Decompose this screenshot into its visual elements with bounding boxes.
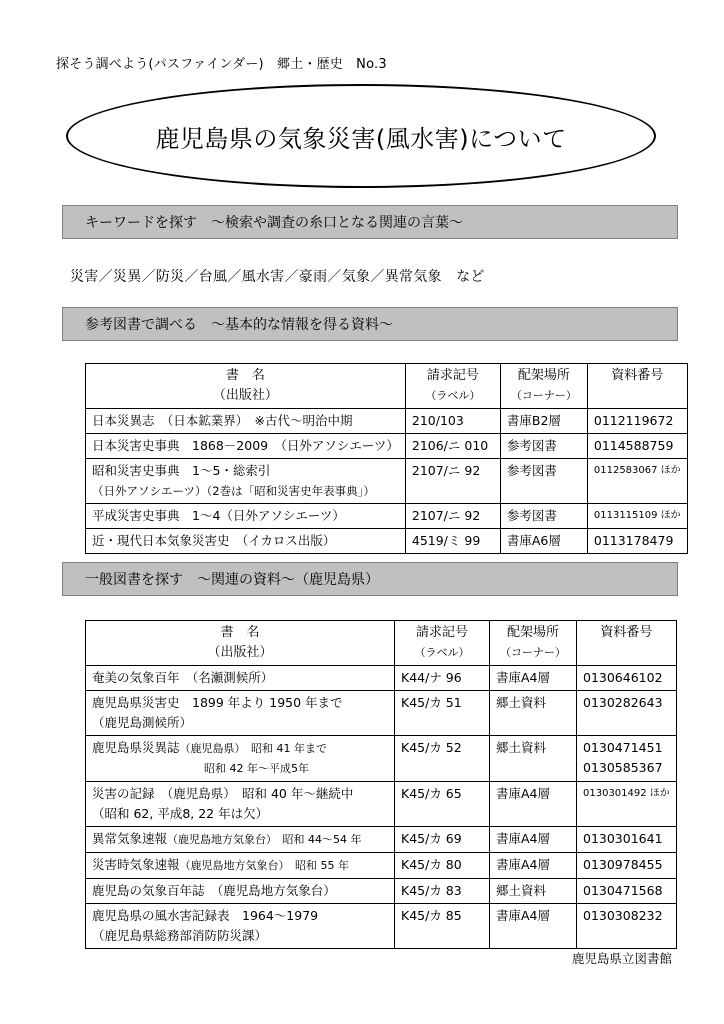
header-location: 配架場所 （コーナー） [500, 364, 587, 409]
table-row: 鹿児島県の風水害記録表 1964～1979 （鹿児島県総務部消防防災課） K45/カ 85 書庫A4層 0130308232 [86, 904, 677, 949]
table-row: 平成災害史事典 1～4（日外アソシエーツ） 2107/ニ 92 参考図書 0113115109 ほか [86, 504, 688, 529]
table-row: 日本災害史事典 1868－2009 （日外アソシエーツ） 2106/ニ 010 参考図書 0114588759 [86, 434, 688, 459]
table-header-row [86, 621, 677, 666]
page-header: 探そう調べよう(パスファインダー) 郷土・歴史 No.3 [56, 57, 387, 72]
reference-table [85, 363, 688, 554]
header-title: 書 名 （出版社） [86, 621, 395, 666]
table-row: 鹿児島県災害史 1899 年より 1950 年まで （鹿児島測候所） K45/カ 51 郷土資料 0130282643 [86, 691, 677, 736]
keywords-text: 災害／災異／防災／台風／風水害／豪雨／気象／異常気象 など [70, 269, 485, 285]
header-number: 資料番号 [577, 621, 677, 666]
table-row: 災害の記録 （鹿児島県） 昭和 40 年～継続中 （昭和 62, 平成8, 22 年は欠） K45/カ 65 書庫A4層 0130301492 ほか [86, 782, 677, 827]
table-row: 奄美の気象百年 （名瀬測候所） K44/ナ 96 書庫A4層 0130646102 [86, 666, 677, 691]
header-location: 配架場所 （コーナー） [490, 621, 577, 666]
header-call: 請求記号 （ラベル） [395, 621, 490, 666]
table-row: 鹿児島県災異誌（鹿児島県） 昭和 41 年まで 昭和 42 年～平成5年 K45/カ 52 郷土資料 0130471451 0130585367 [86, 736, 677, 782]
page-title: 鹿児島県の気象災害(風水害)について [155, 124, 567, 153]
table-row: 昭和災害史事典 1～5・総索引 （日外アソシエーツ）（2巻は「昭和災害史年表事典」） 2107/ニ 92 参考図書 0112583067 ほか [86, 459, 688, 504]
table-row: 異常気象速報（鹿児島地方気象台） 昭和 44～54 年 K45/カ 69 書庫A4層 0130301641 [86, 827, 677, 853]
general-table [85, 620, 677, 949]
table-header-row [86, 364, 688, 409]
table-row: 日本災異志 （日本鉱業界） ※古代～明治中期 210/103 書庫B2層 0112119672 [86, 409, 688, 434]
header-number: 資料番号 [587, 364, 687, 409]
table-row: 近・現代日本気象災害史 （イカロス出版） 4519/ミ 99 書庫A6層 0113178479 [86, 529, 688, 554]
header-title: 書 名 （出版社） [86, 364, 406, 409]
table-row: 災害時気象速報（鹿児島地方気象台） 昭和 55 年 K45/カ 80 書庫A4層 0130978455 [86, 853, 677, 879]
section-keywords: キーワードを探す ～検索や調査の糸口となる関連の言葉～ [62, 205, 678, 239]
table-row: 鹿児島の気象百年誌 （鹿児島地方気象台） K45/カ 83 郷土資料 0130471568 [86, 879, 677, 904]
section-general: 一般図書を探す ～関連の資料～（鹿児島県） [62, 562, 678, 596]
library-name: 鹿児島県立図書館 [571, 951, 672, 966]
section-reference: 参考図書で調べる ～基本的な情報を得る資料～ [62, 307, 678, 341]
header-call: 請求記号 （ラベル） [405, 364, 500, 409]
